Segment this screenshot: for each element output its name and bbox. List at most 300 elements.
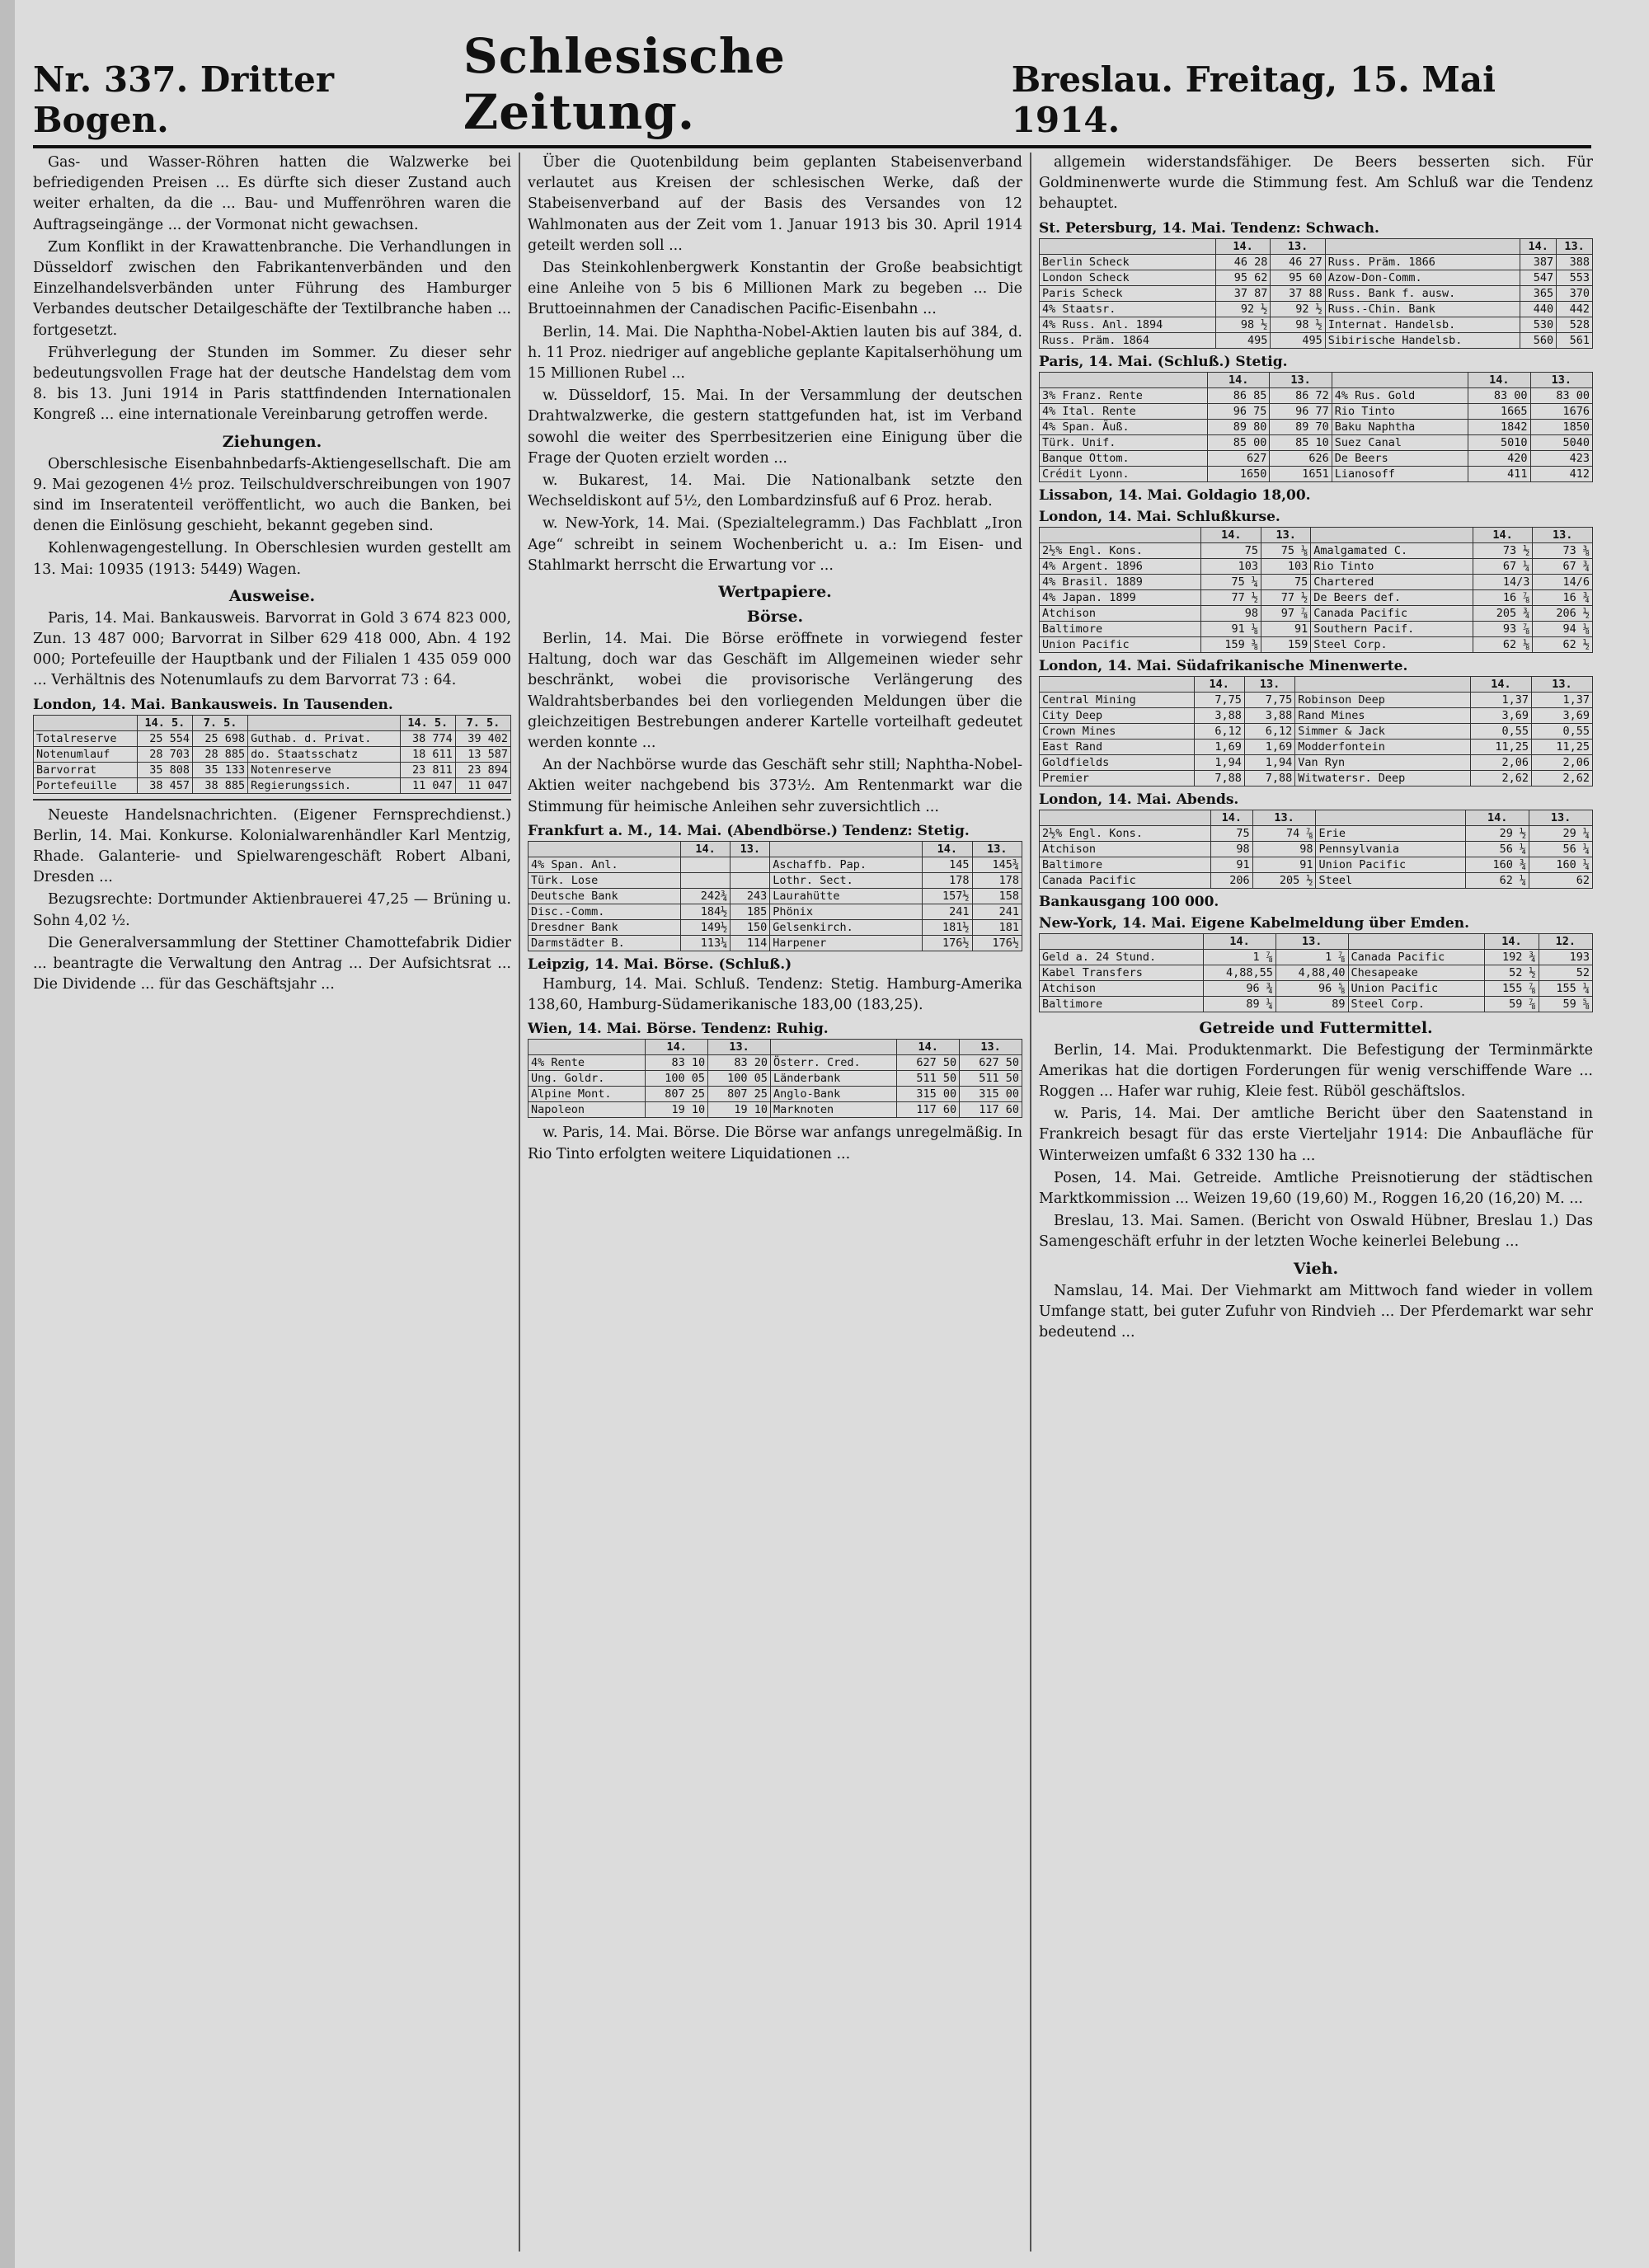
table-cell	[731, 872, 770, 888]
table-cell: 29 ½	[1466, 825, 1529, 841]
table-cell: 46 28	[1215, 254, 1270, 270]
table-cell: 95 62	[1215, 270, 1270, 285]
table-row	[1040, 857, 1593, 872]
table-header-row	[1040, 527, 1593, 542]
table-cell: 412	[1530, 466, 1592, 481]
table-row	[529, 935, 1022, 951]
table-cell: 149½	[680, 919, 730, 935]
table-cell: 3,69	[1471, 707, 1532, 723]
table-header-cell: 13.	[708, 1040, 771, 1055]
london-abend-table	[1039, 810, 1593, 889]
newyork-table	[1039, 933, 1593, 1012]
table-cell: 75 ¼	[1201, 574, 1261, 589]
table-cell: 98	[1210, 841, 1252, 857]
masthead	[33, 28, 1591, 140]
article-krawatten: Zum Konflikt in der Krawattenbranche. Die Verhandlungen in Düsseldorf zwischen den Fabrikantenverbänden und den Einzelhandelsverbänden unter Führung des Hamburger Verbandes deutscher Detailgeschäfte der Textilbranche haben ... fortgesetzt.	[33, 238, 511, 339]
table-cell: Chartered	[1311, 574, 1473, 589]
table-row	[1040, 739, 1593, 754]
table-cell: 1,94	[1244, 754, 1294, 770]
table-cell: 178	[923, 872, 972, 888]
table-cell: 52	[1539, 965, 1592, 980]
table-cell: 91	[1210, 857, 1252, 872]
table-cell: 3% Franz. Rente	[1040, 387, 1208, 403]
article-kohlenwagen: Kohlenwagengestellung. In Oberschlesien wurden gestellt am 13. Mai: 10935 (1913: 5449) Wagen.	[33, 540, 511, 578]
table-cell: 86 85	[1208, 387, 1270, 403]
london-abend-heading: London, 14. Mai. Abends.	[1039, 791, 1239, 808]
table-cell: 442	[1557, 301, 1593, 317]
table-cell: Anglo-Bank	[770, 1087, 896, 1102]
article-generalversammlung: Die Generalversammlung der Stettiner Chamottefabrik Didier ... beantragte die Verwaltung den Antrag ... Der Aufsichtsrat ... Die Dividende ... für das Geschäftsjahr ...	[33, 934, 511, 993]
table-cell: 96 77	[1270, 403, 1332, 419]
table-cell: Laurahütte	[770, 888, 923, 904]
table-header-cell	[1348, 933, 1485, 949]
table-header-cell	[1295, 676, 1471, 692]
table-cell: 93 ⅞	[1473, 621, 1533, 636]
table-header-cell: 13.	[1557, 238, 1593, 254]
table-cell: Phönix	[770, 904, 923, 919]
table-header-cell: 13.	[1529, 810, 1593, 825]
masthead-rule	[33, 145, 1591, 148]
table-cell: do. Staatsschatz	[248, 746, 401, 762]
table-cell: 95 60	[1271, 270, 1325, 285]
table-header-row	[529, 841, 1022, 857]
table-cell: 420	[1468, 450, 1530, 466]
table-row	[1040, 317, 1593, 332]
table-cell: Steel	[1316, 872, 1466, 888]
article-saatenstand: w. Paris, 14. Mai. Der amtliche Bericht über den Saatenstand in Frankreich besagt für das erste Vierteljahr 1914: Die Anbaufläche für Winterweizen umfaßt 6 332 130 ha ...	[1039, 1106, 1593, 1164]
table-row	[1040, 965, 1593, 980]
table-row	[34, 762, 511, 777]
table-cell: 77 ½	[1201, 589, 1261, 605]
table-cell: 83 20	[708, 1055, 771, 1071]
table-cell: 98 ½	[1271, 317, 1325, 332]
table-cell: 370	[1557, 285, 1593, 301]
table-cell: 2,06	[1531, 754, 1592, 770]
wien-table	[528, 1039, 1022, 1118]
table-row	[1040, 949, 1593, 965]
table-cell	[680, 872, 730, 888]
table-row	[529, 1087, 1022, 1102]
table-cell: 28 885	[192, 746, 247, 762]
table-cell: Canada Pacific	[1348, 949, 1485, 965]
article-naphtha: Berlin, 14. Mai. Die Naphtha-Nobel-Aktien lauten bis auf 384, d. h. 11 Proz. niedriger auf angebliche geplante Kapitalserhöhung um 15 Millionen Rubel ...	[528, 323, 1022, 383]
table-cell: 89 80	[1208, 419, 1270, 434]
table-cell: 495	[1271, 332, 1325, 348]
table-cell: 83 00	[1530, 387, 1592, 403]
table-header-row	[1040, 238, 1593, 254]
table-cell: 192 ¾	[1485, 949, 1539, 965]
table-cell: 98 ½	[1215, 317, 1270, 332]
table-cell: 59 ⅝	[1539, 996, 1592, 1012]
table-cell: 2,62	[1531, 770, 1592, 786]
table-row	[529, 1071, 1022, 1087]
table-cell: East Rand	[1040, 739, 1195, 754]
table-header-cell: 13.	[1261, 527, 1311, 542]
table-row	[529, 919, 1022, 935]
table-cell: 511 50	[897, 1071, 960, 1087]
table-row	[1040, 872, 1593, 888]
table-cell: Aschaffb. Pap.	[770, 857, 923, 872]
table-cell: Baltimore	[1040, 996, 1204, 1012]
table-header-cell: 13.	[1276, 933, 1348, 949]
table-cell: 7,88	[1244, 770, 1294, 786]
table-cell: 181½	[923, 919, 972, 935]
table-row	[1040, 403, 1593, 419]
table-cell: 4,88,40	[1276, 965, 1348, 980]
table-cell: Kabel Transfers	[1040, 965, 1204, 980]
table-cell: 4% Ital. Rente	[1040, 403, 1208, 419]
table-cell: Witwatersr. Deep	[1295, 770, 1471, 786]
article-hamburg: Hamburg, 14. Mai. Schluß. Tendenz: Stetig. Hamburg-Amerika 138,60, Hamburg-Südamerikanische 183,00 (183,25).	[528, 975, 1022, 1014]
table-cell: Alpine Mont.	[529, 1087, 646, 1102]
table-cell: 91 ⅛	[1201, 621, 1261, 636]
heading-vieh: Vieh.	[1293, 1259, 1339, 1278]
table-header-cell: 13.	[1530, 372, 1592, 387]
table-cell: 530	[1520, 317, 1557, 332]
bankausgang: Bankausgang 100 000.	[1039, 893, 1219, 910]
table-cell: Chesapeake	[1348, 965, 1485, 980]
table-cell: Harpener	[770, 935, 923, 951]
article-eisenbahnbedarf: Oberschlesische Eisenbahnbedarfs-Aktiengesellschaft. Die am 9. Mai gezogenen 4½ proz. Teilschuldverschreibungen von 1907 sind im Inseratenteil veröffentlicht, wo auch die Banken, bei denen die Einlösung geschieht, bekannt gegeben sind.	[33, 455, 511, 535]
table-cell: 74 ⅞	[1252, 825, 1316, 841]
table-row	[1040, 542, 1593, 558]
table-cell: 67 ¾	[1533, 558, 1593, 574]
table-row	[1040, 574, 1593, 589]
table-cell: 387	[1520, 254, 1557, 270]
table-row	[1040, 387, 1593, 403]
table-cell: 440	[1520, 301, 1557, 317]
table-cell: 206 ½	[1533, 605, 1593, 621]
table-cell: 560	[1520, 332, 1557, 348]
table-cell: 2½% Engl. Kons.	[1040, 542, 1201, 558]
table-cell: 89 ¼	[1204, 996, 1276, 1012]
table-cell: 243	[731, 888, 770, 904]
table-cell: 23 811	[400, 762, 455, 777]
table-cell: Erie	[1316, 825, 1466, 841]
table-cell: 4% Staatsr.	[1040, 301, 1216, 317]
table-cell: Banque Ottom.	[1040, 450, 1208, 466]
table-cell: 114	[731, 935, 770, 951]
table-row	[1040, 270, 1593, 285]
table-cell: 113¼	[680, 935, 730, 951]
table-row	[1040, 466, 1593, 481]
table-header-cell: 12.	[1539, 933, 1592, 949]
table-cell: 85 10	[1270, 434, 1332, 450]
table-cell: 315 00	[897, 1087, 960, 1102]
table-row	[1040, 996, 1593, 1012]
petersburg-table	[1039, 238, 1593, 349]
lissabon-heading: Lissabon, 14. Mai. Goldagio 18,00.	[1039, 486, 1311, 504]
table-cell: 4,88,55	[1204, 965, 1276, 980]
table-cell: 145	[923, 857, 972, 872]
article-roehren: Gas- und Wasser-Röhren hatten die Walzwerke bei befriedigenden Preisen ... Es dürfte sich dieser Zustand auch weiter erhalten, da die ... Bau- und Muffenröhren waren die Auftragseingänge ... der Vormonat nicht gewachsen.	[33, 154, 511, 233]
wien-heading: Wien, 14. Mai. Börse. Tendenz: Ruhig.	[528, 1021, 829, 1038]
article-paris-bank: Paris, 14. Mai. Bankausweis. Barvorrat in Gold 3 674 823 000, Zun. 13 487 000; Barvorrat in Silber 629 418 000, Abn. 4 192 000; Portefeuille der Hauptbank und der Filialen 1 435 059 000 ... Verhältnis des Notenumlaufs zu dem Barvorrat 73 : 64.	[33, 609, 511, 689]
table-row	[34, 777, 511, 793]
table-header-cell	[1040, 372, 1208, 387]
table-cell: 28 703	[137, 746, 192, 762]
table-cell: Napoleon	[529, 1102, 646, 1118]
table-cell: 100 05	[708, 1071, 771, 1087]
table-cell: Union Pacific	[1040, 636, 1201, 652]
table-cell: 96 75	[1208, 403, 1270, 419]
table-cell: 6,12	[1194, 723, 1244, 739]
table-row	[1040, 605, 1593, 621]
table-row	[1040, 450, 1593, 466]
table-cell: Steel Corp.	[1348, 996, 1485, 1012]
table-header-row	[34, 715, 511, 730]
table-cell: 159 ⅜	[1201, 636, 1261, 652]
article-handelsnachrichten: Neueste Handelsnachrichten. (Eigener Fernsprechdienst.) Berlin, 14. Mai. Konkurse. Kolonialwarenhändler Karl Mentzig, Rhade. Galanterie- und Spielwarengeschäft Robert Albani, Dresden ...	[33, 806, 511, 886]
table-header-cell: 14.	[1215, 238, 1270, 254]
table-header-row	[1040, 933, 1593, 949]
table-cell	[680, 857, 730, 872]
table-cell: Union Pacific	[1348, 980, 1485, 996]
column-2	[528, 153, 1022, 2252]
table-cell: Türk. Unif.	[1040, 434, 1208, 450]
table-cell: Baltimore	[1040, 857, 1211, 872]
table-cell: 16 ⅞	[1473, 589, 1533, 605]
table-cell: 89	[1276, 996, 1348, 1012]
table-cell: 315 00	[960, 1087, 1022, 1102]
table-cell: Türk. Lose	[529, 872, 681, 888]
table-cell: 185	[731, 904, 770, 919]
table-cell: 86 72	[1270, 387, 1332, 403]
table-header-cell: 14.	[1520, 238, 1557, 254]
article-bukarest: w. Bukarest, 14. Mai. Die Nationalbank setzte den Wechseldiskont auf 5½, den Lombardzinsfuß auf 6 Proz. herab.	[528, 472, 1022, 510]
table-cell: 97 ⅞	[1261, 605, 1311, 621]
table-cell: 241	[923, 904, 972, 919]
table-cell: 94 ⅛	[1533, 621, 1593, 636]
table-cell: 77 ½	[1261, 589, 1311, 605]
table-cell: 1 ⅞	[1204, 949, 1276, 965]
table-cell: Barvorrat	[34, 762, 138, 777]
heading-ausweise: Ausweise.	[228, 586, 316, 605]
table-cell: 117 60	[897, 1102, 960, 1118]
table-cell: Internat. Handelsb.	[1325, 317, 1520, 332]
london-quotes-table	[1039, 527, 1593, 653]
table-cell: Baltimore	[1040, 621, 1201, 636]
table-cell: 184½	[680, 904, 730, 919]
table-cell: 83 10	[646, 1055, 708, 1071]
table-header-row	[1040, 676, 1593, 692]
table-row	[34, 730, 511, 746]
table-row	[1040, 980, 1593, 996]
table-cell: 1,37	[1471, 692, 1532, 707]
table-cell: London Scheck	[1040, 270, 1216, 285]
table-cell: 75	[1201, 542, 1261, 558]
table-cell: 4% Russ. Anl. 1894	[1040, 317, 1216, 332]
table-cell: 38 774	[400, 730, 455, 746]
london-bank-heading: London, 14. Mai. Bankausweis. In Tausenden.	[33, 696, 393, 713]
table-cell: 242¾	[680, 888, 730, 904]
table-row	[1040, 636, 1593, 652]
table-header-cell	[1040, 676, 1195, 692]
table-cell: 5010	[1468, 434, 1530, 450]
table-cell: 626	[1270, 450, 1332, 466]
table-header-cell	[1316, 810, 1466, 825]
table-cell: 0,55	[1531, 723, 1592, 739]
table-cell	[731, 857, 770, 872]
table-row	[1040, 754, 1593, 770]
column-separator	[519, 153, 520, 2252]
table-cell: City Deep	[1040, 707, 1195, 723]
table-header-cell: 13.	[1271, 238, 1325, 254]
table-row	[529, 904, 1022, 919]
table-cell: Lothr. Sect.	[770, 872, 923, 888]
table-row	[34, 746, 511, 762]
table-cell: 157½	[923, 888, 972, 904]
table-cell: 38 885	[192, 777, 247, 793]
table-cell: 46 27	[1271, 254, 1325, 270]
table-cell: 1,94	[1194, 754, 1244, 770]
table-cell: Totalreserve	[34, 730, 138, 746]
table-cell: 39 402	[455, 730, 510, 746]
petersburg-heading: St. Petersburg, 14. Mai. Tendenz: Schwach.	[1039, 219, 1379, 237]
table-cell: Suez Canal	[1332, 434, 1468, 450]
frankfurt-heading: Frankfurt a. M., 14. Mai. (Abendbörse.) Tendenz: Stetig.	[528, 822, 970, 839]
table-header-cell	[529, 841, 681, 857]
table-cell: 423	[1530, 450, 1592, 466]
article-bezugsrechte: Bezugsrechte: Dortmunder Aktienbrauerei 47,25 — Brüning u. Sohn 4,02 ½.	[33, 891, 511, 929]
table-cell: 495	[1215, 332, 1270, 348]
table-cell: Notenreserve	[248, 762, 401, 777]
table-header-cell: 14.	[1204, 933, 1276, 949]
table-cell: Russ. Bank f. ausw.	[1325, 285, 1520, 301]
table-cell: Crédit Lyonn.	[1040, 466, 1208, 481]
table-cell: 67 ¼	[1473, 558, 1533, 574]
table-header-cell	[1040, 810, 1211, 825]
table-header-cell: 13.	[731, 841, 770, 857]
table-cell: 205 ¾	[1473, 605, 1533, 621]
article-paris-boerse: w. Paris, 14. Mai. Börse. Die Börse war anfangs unregelmäßig. In Rio Tinto erfolgten weitere Liquidationen ...	[528, 1125, 1022, 1162]
london-sa-table	[1039, 676, 1593, 787]
table-cell: Central Mining	[1040, 692, 1195, 707]
section-rule	[33, 799, 511, 801]
article-berlin-boerse: Berlin, 14. Mai. Die Börse eröffnete in vorwiegend fester Haltung, doch war das Geschäft im Allgemeinen wieder sehr beschränkt, wobei die provisorische Verlängerung des Waldrahtsberbandes bei den vorliegenden Meldungen über die gleichzeitigen Bestrebungen anderer Kartelle vorteilhaft gedeutet werden konnte ...	[528, 631, 1022, 752]
table-cell: 92 ½	[1215, 301, 1270, 317]
table-cell: 807 25	[708, 1087, 771, 1102]
table-header-cell	[770, 841, 923, 857]
table-cell: 13 587	[455, 746, 510, 762]
table-cell: 75	[1261, 574, 1311, 589]
table-row	[1040, 589, 1593, 605]
table-cell: 547	[1520, 270, 1557, 285]
table-cell: 1650	[1208, 466, 1270, 481]
table-header-cell: 13.	[1531, 676, 1592, 692]
table-header-cell: 14.	[1466, 810, 1529, 825]
table-cell: 83 00	[1468, 387, 1530, 403]
table-cell: Guthab. d. Privat.	[248, 730, 401, 746]
table-cell: 160 ¾	[1466, 857, 1529, 872]
london-sa-heading: London, 14. Mai. Südafrikanische Minenwerte.	[1039, 657, 1408, 674]
article-samen: Breslau, 13. Mai. Samen. (Bericht von Oswald Hübner, Breslau 1.) Das Samengeschäft erfuhr in der letzten Woche keinerlei Belebung ...	[1039, 1213, 1593, 1251]
table-cell: 62	[1529, 872, 1593, 888]
table-cell: 98	[1252, 841, 1316, 857]
table-header-cell	[1040, 933, 1204, 949]
paris-quotes-table	[1039, 372, 1593, 482]
table-cell: Darmstädter B.	[529, 935, 681, 951]
table-row	[1040, 621, 1593, 636]
table-cell: 117 60	[960, 1102, 1022, 1118]
table-row	[529, 872, 1022, 888]
table-cell: Pennsylvania	[1316, 841, 1466, 857]
table-row	[1040, 723, 1593, 739]
table-header-cell: 14.	[1201, 527, 1261, 542]
table-cell: 91	[1252, 857, 1316, 872]
table-cell: 176½	[923, 935, 972, 951]
table-cell: 73 ½	[1473, 542, 1533, 558]
table-row	[1040, 254, 1593, 270]
table-row	[529, 888, 1022, 904]
table-cell: 11 047	[400, 777, 455, 793]
table-cell: 103	[1201, 558, 1261, 574]
issue-number: Nr. 337. Dritter Bogen.	[33, 59, 334, 140]
table-cell: 23 894	[455, 762, 510, 777]
table-cell: 511 50	[960, 1071, 1022, 1087]
table-cell: 16 ¾	[1533, 589, 1593, 605]
table-header-cell	[1040, 527, 1201, 542]
table-cell: Canada Pacific	[1311, 605, 1473, 621]
table-cell: 89 70	[1270, 419, 1332, 434]
table-cell: Van Ryn	[1295, 754, 1471, 770]
table-cell: 103	[1261, 558, 1311, 574]
table-cell: 193	[1539, 949, 1592, 965]
table-cell: 159	[1261, 636, 1311, 652]
table-header-cell	[1332, 372, 1468, 387]
table-header-cell: 14. 5.	[137, 715, 192, 730]
table-cell: 150	[731, 919, 770, 935]
table-cell: 73 ⅜	[1533, 542, 1593, 558]
table-cell: 561	[1557, 332, 1593, 348]
table-header-cell: 13.	[1244, 676, 1294, 692]
article-namslau: Namslau, 14. Mai. Der Viehmarkt am Mittwoch fand wieder in vollem Umfange statt, bei guter Zufuhr von Rindvieh ... Der Pferdemarkt war sehr bedeutend ...	[1039, 1282, 1593, 1341]
table-cell: Russ. Präm. 1864	[1040, 332, 1216, 348]
table-cell: 3,69	[1531, 707, 1592, 723]
table-header-cell: 13.	[1270, 372, 1332, 387]
scan-edge	[0, 0, 15, 2268]
table-row	[1040, 841, 1593, 857]
table-cell: Geld a. 24 Stund.	[1040, 949, 1204, 965]
table-cell: 627	[1208, 450, 1270, 466]
table-cell: 37 87	[1215, 285, 1270, 301]
table-cell: Deutsche Bank	[529, 888, 681, 904]
article-posen: Posen, 14. Mai. Getreide. Amtliche Preisnotierung der städtischen Marktkommission ... Weizen 19,60 (19,60) M., Roggen 16,20 (16,20) M. ...	[1039, 1169, 1593, 1208]
table-cell: Rio Tinto	[1311, 558, 1473, 574]
table-cell: Rio Tinto	[1332, 403, 1468, 419]
table-cell: Goldfields	[1040, 754, 1195, 770]
table-cell: 35 133	[192, 762, 247, 777]
table-header-cell: 14.	[1473, 527, 1533, 542]
table-header-cell	[770, 1040, 896, 1055]
table-header-cell: 13.	[1533, 527, 1593, 542]
article-iron-age: w. New-York, 14. Mai. (Spezialtelegramm.) Das Fachblatt „Iron Age“ schreibt in seinem Wochenbericht u. a.: Im Eisen- und Stahlmarkt herrscht die Erwartung vor ...	[528, 515, 1022, 574]
table-header-cell: 13.	[960, 1040, 1022, 1055]
article-produktenmarkt: Berlin, 14. Mai. Produktenmarkt. Die Befestigung der Terminmärkte Amerikas hat die dortigen Forderungen für wenig verschiffende Ware ... Roggen ... Hafer war ruhig, Kleie fest. Rüböl geschäftslos.	[1039, 1041, 1593, 1101]
table-cell: Russ.-Chin. Bank	[1325, 301, 1520, 317]
table-cell: 145¾	[972, 857, 1022, 872]
table-cell: 1,69	[1194, 739, 1244, 754]
table-cell: Atchison	[1040, 980, 1204, 996]
table-cell: 100 05	[646, 1071, 708, 1087]
table-header-row	[529, 1040, 1022, 1055]
column-1	[33, 153, 511, 2252]
table-header-cell	[529, 1040, 646, 1055]
table-header-cell: 13.	[1252, 810, 1316, 825]
table-row	[1040, 770, 1593, 786]
table-cell: 29 ¼	[1529, 825, 1593, 841]
table-cell: 528	[1557, 317, 1593, 332]
